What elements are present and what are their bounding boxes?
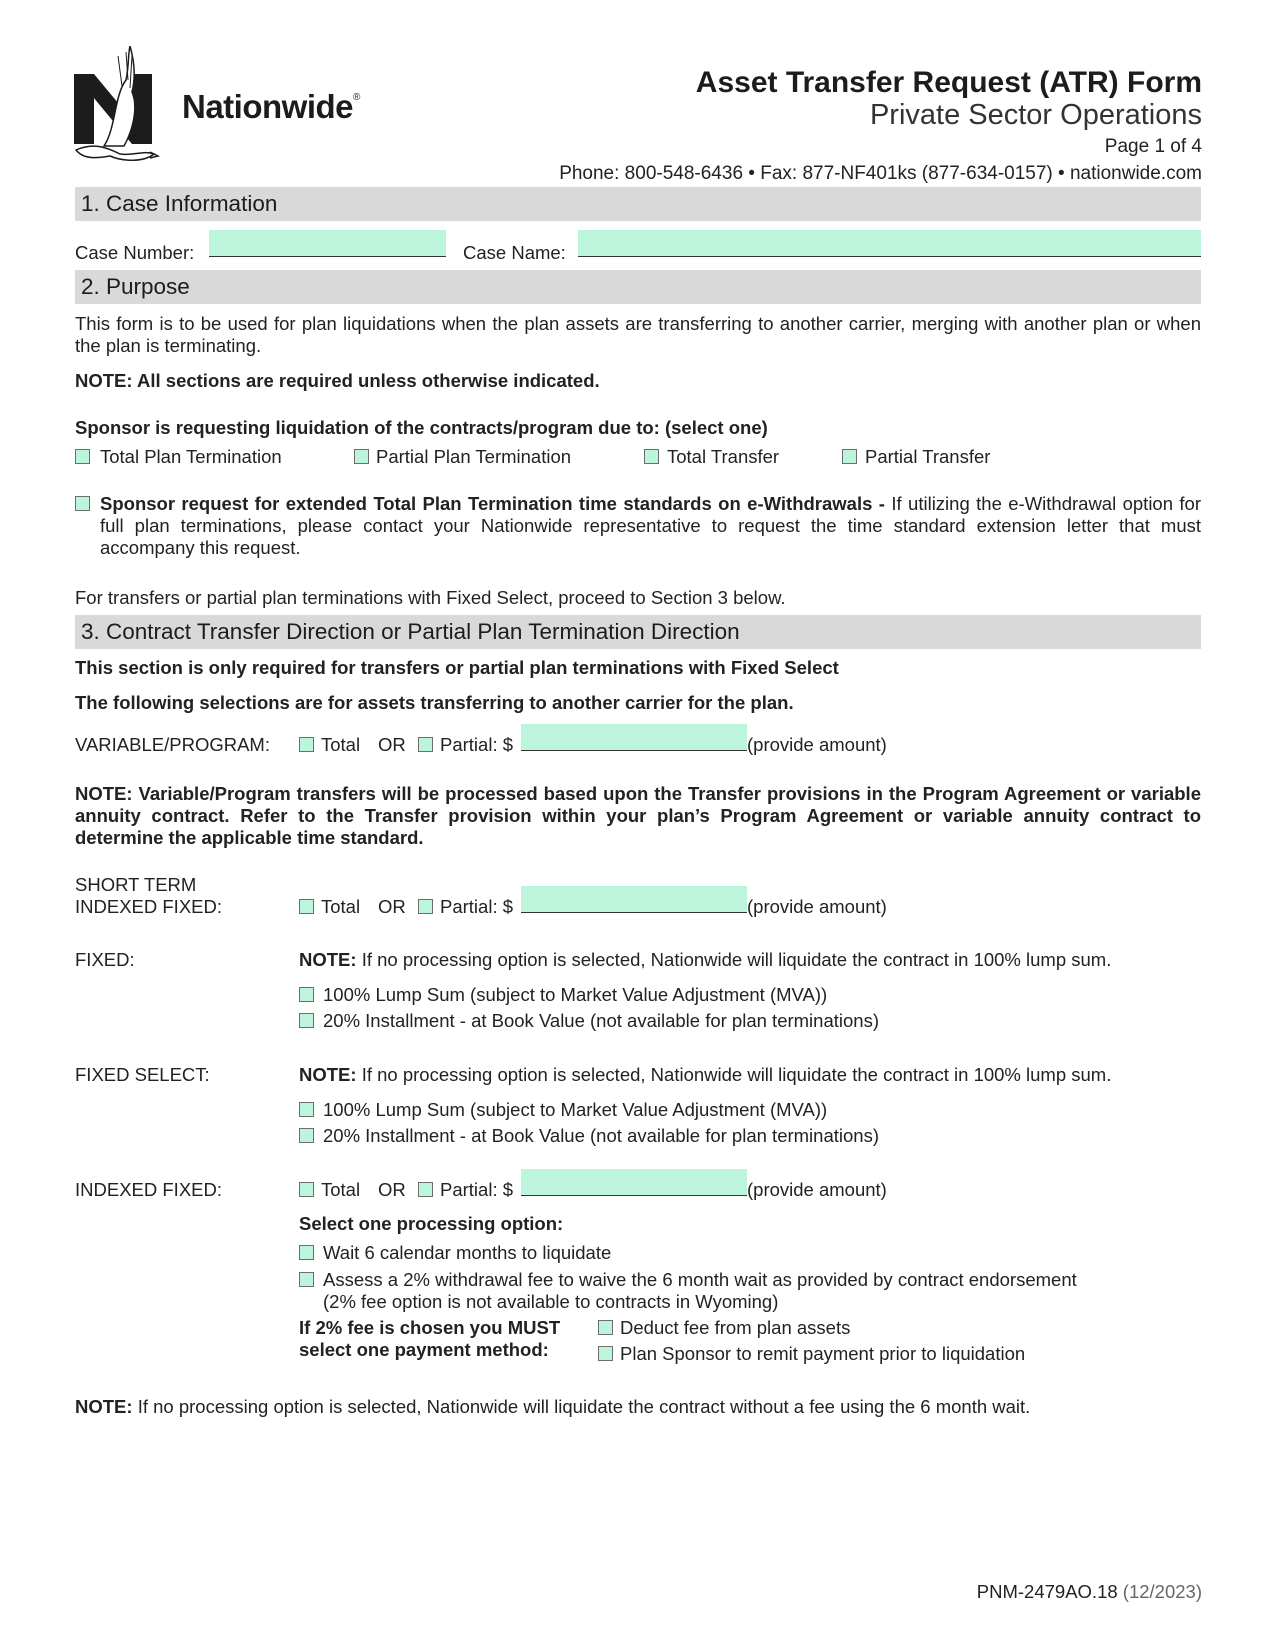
- short-term-or-label: OR: [378, 896, 406, 917]
- payment-method-instruction-2: select one payment method:: [299, 1339, 549, 1360]
- fixed-installment-label: 20% Installment - at Book Value (not available for plan terminations): [323, 1010, 879, 1031]
- total-transfer-label: Total Transfer: [667, 446, 780, 467]
- wait-option-label: Wait 6 calendar months to liquidate: [323, 1242, 612, 1263]
- short-term-total-checkbox[interactable]: [299, 899, 314, 914]
- form-date: (12/2023): [1122, 1581, 1202, 1602]
- case-number-label: Case Number:: [75, 242, 195, 263]
- section-3-required-note: This section is only required for transfers or partial plan terminations with Fixed Select: [75, 657, 839, 678]
- indexed-fixed-or-label: OR: [378, 1179, 406, 1200]
- fixed-lump-sum-label: 100% Lump Sum (subject to Market Value Adjustment (MVA)): [323, 984, 828, 1005]
- final-note: NOTE: If no processing option is selected, Nationwide will liquidate the contract without a fee using the 6 month wait.: [75, 1396, 1031, 1417]
- extended-standards-checkbox[interactable]: [75, 496, 90, 511]
- variable-provide-amount: (provide amount): [747, 734, 887, 755]
- form-footer: [977, 1581, 1202, 1603]
- section-1-header: 1. Case Information: [75, 187, 1201, 221]
- short-term-partial-amount-field[interactable]: [521, 886, 747, 913]
- remit-payment-checkbox[interactable]: [598, 1346, 613, 1361]
- short-term-provide-amount: (provide amount): [747, 896, 887, 917]
- payment-method-instruction: If 2% fee is chosen you MUST: [299, 1317, 561, 1338]
- proceed-note: For transfers or partial plan terminations with Fixed Select, proceed to Section 3 below.: [75, 587, 786, 608]
- fixed-label: FIXED:: [75, 949, 135, 970]
- fixed-lump-sum-checkbox[interactable]: [299, 987, 314, 1002]
- variable-partial-checkbox[interactable]: [418, 737, 433, 752]
- fixed-select-label: FIXED SELECT:: [75, 1064, 210, 1085]
- case-name-field[interactable]: [578, 230, 1201, 257]
- required-note: NOTE: All sections are required unless otherwise indicated.: [75, 370, 600, 391]
- select-processing-label: Select one processing option:: [299, 1213, 564, 1234]
- indexed-fixed-partial-amount-field[interactable]: [521, 1169, 747, 1196]
- short-term-partial-label: Partial: $: [440, 896, 514, 917]
- total-plan-termination-checkbox[interactable]: [75, 449, 90, 464]
- deduct-fee-label: Deduct fee from plan assets: [620, 1317, 851, 1338]
- partial-plan-termination-label: Partial Plan Termination: [376, 446, 572, 467]
- section-2-header: 2. Purpose: [75, 270, 1201, 304]
- section-3-header: 3. Contract Transfer Direction or Partial Plan Termination Direction: [75, 615, 1201, 649]
- brand-name: Nationwide®: [182, 88, 360, 125]
- fee-option-label: Assess a 2% withdrawal fee to waive the 6 month wait as provided by contract endorsement: [323, 1269, 1077, 1290]
- indexed-fixed-partial-label: Partial: $: [440, 1179, 514, 1200]
- fixed-select-lump-sum-label: 100% Lump Sum (subject to Market Value Adjustment (MVA)): [323, 1099, 828, 1120]
- nationwide-eagle-logo-icon: [74, 46, 164, 166]
- form-title: Asset Transfer Request (ATR) Form: [695, 66, 1202, 99]
- total-transfer-checkbox[interactable]: [644, 449, 659, 464]
- short-term-partial-checkbox[interactable]: [418, 899, 433, 914]
- partial-transfer-checkbox[interactable]: [842, 449, 857, 464]
- variable-total-checkbox[interactable]: [299, 737, 314, 752]
- total-plan-termination-label: Total Plan Termination: [100, 446, 282, 467]
- partial-transfer-label: Partial Transfer: [865, 446, 991, 467]
- variable-partial-amount-field[interactable]: [521, 724, 747, 751]
- fee-option-checkbox[interactable]: [299, 1272, 314, 1287]
- contact-info: Phone: 800-548-6436 • Fax: 877-NF401ks (877-634-0157) • nationwide.com: [559, 163, 1202, 184]
- form-id: PNM-2479AO.18: [976, 1581, 1118, 1602]
- purpose-intro: This form is to be used for plan liquidations when the plan assets are transferring to another carrier, merging with another plan or when the plan is terminating.: [75, 313, 1201, 356]
- form-subtitle: Private Sector Operations: [869, 99, 1202, 131]
- indexed-fixed-total-label: Total: [321, 1179, 361, 1200]
- extended-standards-text: Sponsor request for extended Total Plan Termination time standards on e-Withdrawals - If utilizing the e-Withdrawal option for full plan terminations, please contact your Nationwide representative to request the time standard extension letter that must accompany this request.: [100, 493, 1201, 558]
- partial-plan-termination-checkbox[interactable]: [354, 449, 369, 464]
- short-term-total-label: Total: [321, 896, 361, 917]
- page-indicator: Page 1 of 4: [1104, 136, 1202, 157]
- variable-total-label: Total: [321, 734, 361, 755]
- case-number-field[interactable]: [209, 230, 446, 257]
- variable-or-label: OR: [378, 734, 406, 755]
- wait-option-checkbox[interactable]: [299, 1245, 314, 1260]
- fixed-select-installment-label: 20% Installment - at Book Value (not available for plan terminations): [323, 1125, 879, 1146]
- select-prompt: Sponsor is requesting liquidation of the contracts/program due to: (select one): [75, 417, 768, 438]
- section-3-following-note: The following selections are for assets transferring to another carrier for the plan.: [75, 692, 794, 713]
- variable-program-note: NOTE: Variable/Program transfers will be processed based upon the Transfer provisions in the Program Agreement or variable annuity contract. Refer to the Transfer provision within your plan’s Program Agreement or variable annuity contract to determine the applicable time standard.: [75, 783, 1201, 848]
- fee-option-note: (2% fee option is not available to contracts in Wyoming): [323, 1291, 779, 1312]
- indexed-fixed-partial-checkbox[interactable]: [418, 1182, 433, 1197]
- short-term-label-2: INDEXED FIXED:: [75, 896, 222, 917]
- fixed-select-installment-checkbox[interactable]: [299, 1128, 314, 1143]
- variable-partial-label: Partial: $: [440, 734, 514, 755]
- case-name-label: Case Name:: [463, 242, 566, 263]
- deduct-fee-checkbox[interactable]: [598, 1320, 613, 1335]
- fixed-select-lump-sum-checkbox[interactable]: [299, 1102, 314, 1117]
- fixed-note: NOTE: If no processing option is selected, Nationwide will liquidate the contract in 100% lump sum.: [299, 949, 1112, 970]
- remit-payment-label: Plan Sponsor to remit payment prior to liquidation: [620, 1343, 1026, 1364]
- indexed-fixed-label: INDEXED FIXED:: [75, 1179, 222, 1200]
- fixed-select-note: NOTE: If no processing option is selected, Nationwide will liquidate the contract in 100% lump sum.: [299, 1064, 1112, 1085]
- fixed-installment-checkbox[interactable]: [299, 1013, 314, 1028]
- short-term-label: SHORT TERM: [75, 874, 197, 895]
- indexed-fixed-provide-amount: (provide amount): [747, 1179, 887, 1200]
- indexed-fixed-total-checkbox[interactable]: [299, 1182, 314, 1197]
- variable-program-label: VARIABLE/PROGRAM:: [75, 734, 270, 755]
